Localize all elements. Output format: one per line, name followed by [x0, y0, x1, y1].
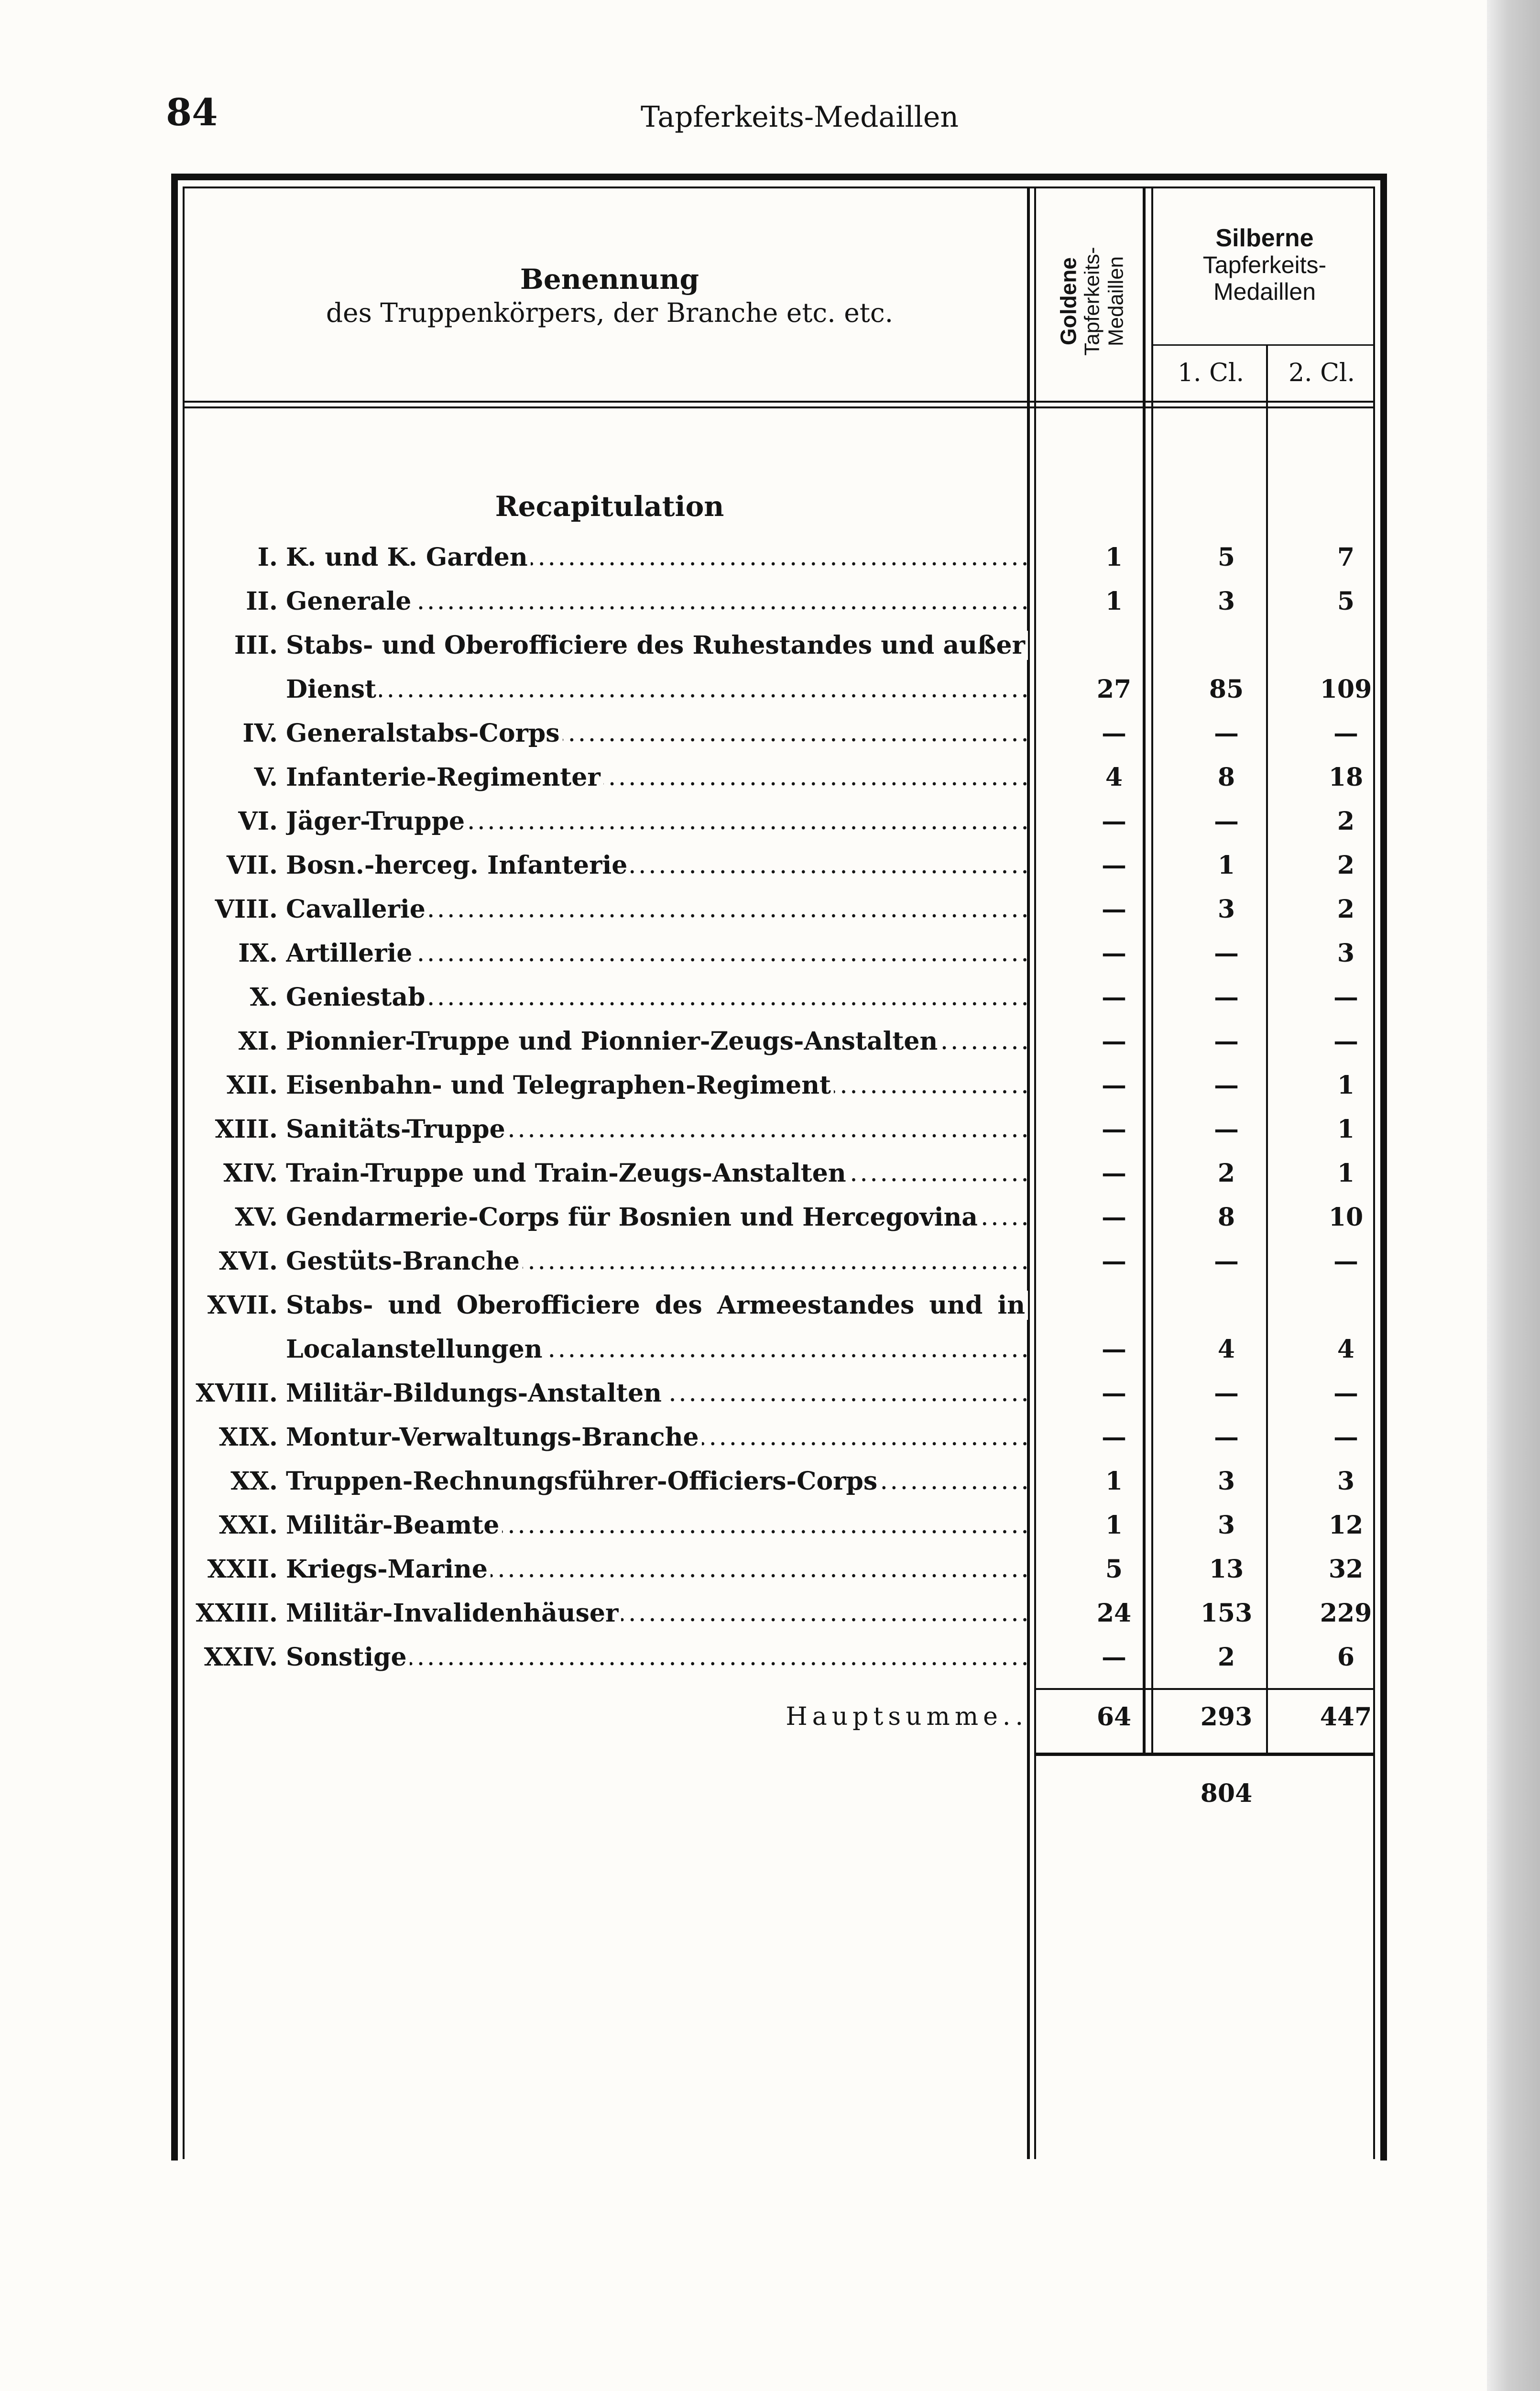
- value-gold: —: [1102, 1159, 1126, 1188]
- row-number: XIII.: [215, 1115, 278, 1144]
- header-class-2: 2. Cl.: [1288, 359, 1355, 387]
- value-silver-2: 109: [1320, 675, 1372, 704]
- value-silver-2: 7: [1337, 543, 1355, 572]
- row-number: IX.: [238, 939, 278, 968]
- header-silver-line1: Silberne: [1215, 224, 1314, 252]
- value-gold: —: [1102, 1203, 1126, 1232]
- row-label-text: Sonstige: [286, 1643, 410, 1672]
- value-silver-2: 2: [1337, 895, 1355, 924]
- row-values: [0, 807, 1540, 851]
- value-gold: —: [1102, 1247, 1126, 1276]
- row-values: [0, 719, 1540, 763]
- value-gold: —: [1102, 851, 1126, 880]
- row-number: VI.: [238, 807, 278, 836]
- row-label-text: Infanterie-Regimenter: [286, 763, 603, 792]
- row-values: [0, 1555, 1540, 1599]
- row-number: III.: [234, 631, 278, 660]
- grand-total: 804: [1200, 1779, 1253, 1808]
- table-row: [0, 631, 1540, 675]
- row-number: XV.: [235, 1203, 278, 1232]
- header-gold-line1: Goldene: [1056, 257, 1081, 346]
- value-silver-2: 4: [1337, 1335, 1355, 1364]
- value-silver-1: 2: [1217, 1159, 1235, 1188]
- value-gold: 4: [1105, 763, 1123, 792]
- header-silver-line2: Tapferkeits-: [1202, 252, 1327, 278]
- row-number: XXI.: [218, 1511, 278, 1540]
- value-gold: —: [1102, 719, 1126, 748]
- row-label-text: K. und K. Garden: [286, 543, 531, 572]
- row-values: [0, 763, 1540, 807]
- row-values: [0, 1599, 1540, 1643]
- header-gold-line2: Tapferkeits-: [1081, 247, 1104, 356]
- row-number: XIX.: [218, 1423, 278, 1452]
- value-silver-1: 13: [1209, 1555, 1244, 1584]
- row-label: [286, 1291, 1028, 1320]
- value-silver-2: 229: [1320, 1599, 1372, 1628]
- header-gold: [1049, 201, 1136, 402]
- row-label: [286, 1027, 1028, 1056]
- value-silver-1: 3: [1217, 587, 1235, 616]
- row-number: XXIII.: [196, 1599, 278, 1628]
- row-values: [0, 983, 1540, 1027]
- row-number: XII.: [226, 1071, 278, 1100]
- value-gold: —: [1102, 1379, 1126, 1408]
- header-benennung-sub: des Truppenkörpers, der Branche etc. etc.: [326, 297, 894, 328]
- value-silver-1: 3: [1217, 895, 1235, 924]
- row-label-text: Bosn.-herceg. Infanterie: [286, 851, 630, 880]
- header-silver: [1157, 225, 1372, 305]
- value-gold: —: [1102, 1423, 1126, 1452]
- row-label-text: Dienst: [286, 675, 379, 704]
- row-label-text: Truppen-Rechnungsführer-Officiers-Corps: [286, 1467, 880, 1496]
- running-head: Tapferkeits-Medaillen: [641, 100, 959, 134]
- row-label-text: Train-Truppe und Train-Zeugs-Anstalten: [286, 1159, 849, 1188]
- value-silver-2: 5: [1337, 587, 1355, 616]
- value-gold: —: [1102, 939, 1126, 968]
- row-label-text: Militär-Beamte: [286, 1511, 502, 1540]
- value-silver-1: —: [1214, 1071, 1239, 1100]
- row-values: [0, 1115, 1540, 1159]
- value-silver-2: 12: [1328, 1511, 1364, 1540]
- page-number: 84: [166, 91, 218, 134]
- row-values: [0, 851, 1540, 895]
- value-silver-2: —: [1333, 719, 1358, 748]
- value-silver-2: 32: [1328, 1555, 1364, 1584]
- row-values: [0, 675, 1540, 719]
- header-rule: [1153, 344, 1373, 346]
- value-silver-2: 6: [1337, 1643, 1355, 1672]
- row-label-text: Generale: [286, 587, 414, 616]
- row-values: [0, 1511, 1540, 1555]
- value-silver-1: —: [1214, 1423, 1239, 1452]
- value-gold: 1: [1105, 1511, 1123, 1540]
- total-rule: [1034, 1688, 1373, 1690]
- row-values: [0, 1379, 1540, 1423]
- row-label: [286, 631, 1028, 660]
- value-silver-1: —: [1214, 719, 1239, 748]
- value-silver-1: 3: [1217, 1467, 1235, 1496]
- row-number: I.: [257, 543, 278, 572]
- row-number: XVII.: [207, 1291, 278, 1320]
- row-label-text: Gendarmerie-Corps für Bosnien und Hercegovina: [286, 1203, 981, 1232]
- value-silver-1: 3: [1217, 1511, 1235, 1540]
- value-gold: —: [1102, 983, 1126, 1012]
- row-values: [0, 1335, 1540, 1379]
- value-gold: —: [1102, 895, 1126, 924]
- header-benennung: Benennung: [520, 263, 699, 296]
- row-number: IV.: [242, 719, 278, 748]
- header-silver-line3: Medaillen: [1213, 278, 1316, 305]
- section-title: Recapitulation: [495, 490, 724, 523]
- value-gold: 5: [1105, 1555, 1123, 1584]
- value-silver-1: 8: [1217, 1203, 1235, 1232]
- row-label-text: Localanstellungen: [286, 1335, 546, 1364]
- total-gold: 64: [1096, 1702, 1132, 1732]
- row-label: [286, 1203, 1028, 1232]
- row-values: [0, 939, 1540, 983]
- value-gold: —: [1102, 1115, 1126, 1144]
- value-silver-2: —: [1333, 1247, 1358, 1276]
- value-silver-2: 1: [1337, 1159, 1355, 1188]
- row-label-text: Generalstabs-Corps: [286, 719, 563, 748]
- value-gold: —: [1102, 1643, 1126, 1672]
- row-label-text: Militär-Invalidenhäuser: [286, 1599, 621, 1628]
- table-row: [0, 1291, 1540, 1335]
- value-silver-1: —: [1214, 1247, 1239, 1276]
- value-silver-1: 85: [1209, 675, 1244, 704]
- row-number: XI.: [238, 1027, 278, 1056]
- row-label-text: Kriegs-Marine: [286, 1555, 491, 1584]
- row-number: XVI.: [218, 1247, 278, 1276]
- row-values: [0, 895, 1540, 939]
- value-silver-1: —: [1214, 1027, 1239, 1056]
- row-label-text: Stabs- und Oberofficiere des Ruhestandes und außer: [286, 631, 1028, 660]
- value-silver-2: —: [1333, 1379, 1358, 1408]
- row-number: II.: [246, 587, 278, 616]
- row-label-text: Eisenbahn- und Telegraphen-Regiment: [286, 1071, 834, 1100]
- value-silver-1: 5: [1217, 543, 1235, 572]
- value-silver-2: —: [1333, 983, 1358, 1012]
- value-silver-2: 3: [1337, 1467, 1355, 1496]
- value-silver-1: 1: [1217, 851, 1235, 880]
- value-silver-2: —: [1333, 1027, 1358, 1056]
- value-silver-1: —: [1214, 1379, 1239, 1408]
- value-silver-1: 153: [1200, 1599, 1253, 1628]
- row-number: XXIV.: [204, 1643, 278, 1672]
- value-gold: —: [1102, 1335, 1126, 1364]
- row-label-text: Gestüts-Branche: [286, 1247, 523, 1276]
- value-gold: 1: [1105, 587, 1123, 616]
- header-rule: [185, 406, 1373, 408]
- total-silver-1: 293: [1200, 1702, 1253, 1732]
- row-label-text: Pionnier-Truppe und Pionnier-Zeugs-Anstalten: [286, 1027, 940, 1056]
- row-label-text: Artillerie: [286, 939, 415, 968]
- row-values: [0, 1247, 1540, 1291]
- value-silver-2: 3: [1337, 939, 1355, 968]
- row-number: V.: [254, 763, 278, 792]
- value-silver-1: —: [1214, 939, 1239, 968]
- row-label-text: Sanitäts-Truppe: [286, 1115, 508, 1144]
- row-number: X.: [250, 983, 278, 1012]
- value-gold: 1: [1105, 543, 1123, 572]
- value-gold: 24: [1096, 1599, 1132, 1628]
- value-silver-1: —: [1214, 1115, 1239, 1144]
- value-gold: 27: [1096, 675, 1132, 704]
- row-label-text: Cavallerie: [286, 895, 428, 924]
- header-class-1: 1. Cl.: [1177, 359, 1245, 387]
- row-number: XX.: [230, 1467, 278, 1496]
- frame-inner-top: [183, 186, 1375, 188]
- row-values: [0, 1643, 1540, 1687]
- value-silver-1: —: [1214, 983, 1239, 1012]
- value-silver-2: 2: [1337, 851, 1355, 880]
- row-number: XVIII.: [196, 1379, 278, 1408]
- row-label-text: Militär-Bildungs-Anstalten: [286, 1379, 665, 1408]
- value-gold: —: [1102, 1027, 1126, 1056]
- value-silver-2: 2: [1337, 807, 1355, 836]
- row-label-text: Geniestab: [286, 983, 428, 1012]
- value-silver-1: 2: [1217, 1643, 1235, 1672]
- value-silver-2: —: [1333, 1423, 1358, 1452]
- header-rule: [185, 401, 1373, 403]
- row-number: VII.: [226, 851, 278, 880]
- value-silver-2: 10: [1328, 1203, 1364, 1232]
- value-gold: —: [1102, 1071, 1126, 1100]
- row-label-text: Stabs- und Oberofficiere des Armeestandes und in: [286, 1291, 1028, 1320]
- value-silver-2: 18: [1328, 763, 1364, 792]
- row-number: XXII.: [207, 1555, 278, 1584]
- row-label-text: Montur-Verwaltungs-Branche: [286, 1423, 702, 1452]
- total-label: Hauptsumme..: [786, 1702, 1028, 1731]
- row-number: VIII.: [215, 895, 278, 924]
- row-values: [0, 543, 1540, 587]
- total-silver-2: 447: [1320, 1702, 1372, 1732]
- header-gold-line3: Medaillen: [1104, 256, 1128, 347]
- value-silver-2: 1: [1337, 1115, 1355, 1144]
- value-silver-1: 4: [1217, 1335, 1235, 1364]
- row-number: XIV.: [223, 1159, 278, 1188]
- value-gold: 1: [1105, 1467, 1123, 1496]
- row-values: [0, 587, 1540, 631]
- value-gold: —: [1102, 807, 1126, 836]
- value-silver-1: —: [1214, 807, 1239, 836]
- value-silver-2: 1: [1337, 1071, 1355, 1100]
- row-label-text: Jäger-Truppe: [286, 807, 468, 836]
- value-silver-1: 8: [1217, 763, 1235, 792]
- sum-rule: [1034, 1753, 1373, 1756]
- total-row: [0, 1702, 1540, 1746]
- row-values: [0, 1423, 1540, 1467]
